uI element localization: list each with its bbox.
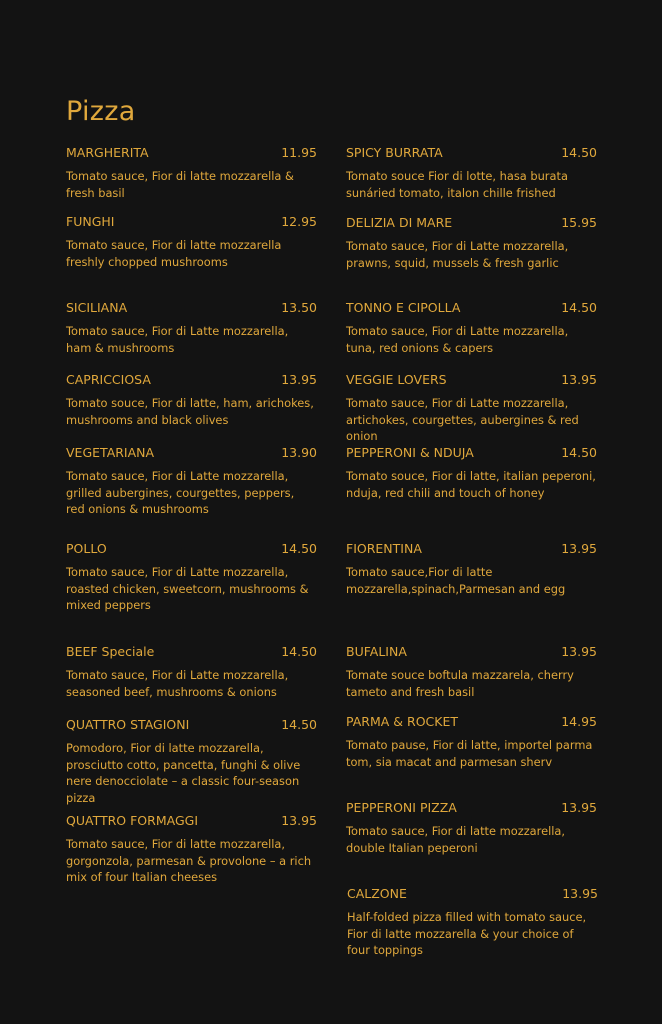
item-name: SICILIANA [66, 300, 128, 315]
item-name: FIORENTINA [346, 541, 422, 556]
item-name: PARMA & ROCKET [346, 714, 458, 729]
menu-item-capricciosa [66, 372, 317, 428]
menu-item-pepperoni-nduja [346, 445, 597, 501]
item-description: Tomato souce, Fior di latte, italian peperoni, nduja, red chili and touch of honey [346, 469, 596, 500]
item-description: Half-folded pizza filled with tomato sauce, Fior di latte mozzarella & your choice of four toppings [347, 910, 587, 957]
item-description: Tomato souce Fior di lotte, hasa burata sunáried tomato, italon chille frished [346, 169, 568, 200]
item-description: Tomato sauce, Fior di Latte mozzarella, roasted chicken, sweetcorn, mushrooms & mixed peppers [66, 565, 309, 612]
item-price: 14.50 [561, 145, 597, 160]
item-description: Tomato sauce, Fior di latte mozzarella, double Italian peperoni [346, 824, 566, 855]
item-price: 14.50 [281, 644, 317, 659]
item-description: Tomato sauce, Fior di Latte mozzarella, prawns, squid, mussels & fresh garlic [346, 239, 569, 270]
item-price: 13.95 [281, 372, 317, 387]
item-name: VEGGIE LOVERS [346, 372, 447, 387]
item-description: Tomato souce, Fior di latte, ham, arichokes, mushrooms and black olives [66, 396, 314, 427]
item-description: Tomato sauce, Fior di Latte mozzarella, seasoned beef, mushrooms & onions [66, 668, 289, 699]
item-name: SPICY BURRATA [346, 145, 443, 160]
menu-item-veggie-lovers [346, 372, 597, 445]
menu-item-beef-speciale [66, 644, 317, 700]
item-name: POLLO [66, 541, 107, 556]
item-description: Tomato sauce, Fior di Latte mozzarella, artichokes, courgettes, aubergines & red onion [346, 396, 579, 443]
item-description: Tomato sauce, Fior di Latte mozzarella, tuna, red onions & capers [346, 324, 569, 355]
page-title: Pizza [66, 96, 136, 127]
item-description: Tomato pause, Fior di latte, importel parma tom, sia macat and parmesan sherv [346, 738, 593, 769]
item-name: DELIZIA DI MARE [346, 215, 453, 230]
item-price: 14.50 [561, 300, 597, 315]
item-name: BUFALINA [346, 644, 407, 659]
item-name: PEPPERONI & NDUJA [346, 445, 474, 460]
menu-item-funghi [66, 214, 317, 270]
item-price: 13.95 [561, 541, 597, 556]
item-description: Tomato sauce, Fior di latte mozzarella freshly chopped mushrooms [66, 238, 282, 269]
menu-item-siciliana [66, 300, 317, 356]
menu-item-spicy-burrata [346, 145, 597, 201]
item-price: 14.50 [561, 445, 597, 460]
item-name: PEPPERONI PIZZA [346, 800, 457, 815]
item-description: Tomato sauce, Fior di Latte mozzarella, grilled aubergines, courgettes, peppers, red onions & mushrooms [66, 469, 295, 516]
menu-item-pepperoni-pizza [346, 800, 597, 856]
item-description: Pomodoro, Fior di latte mozzarella, prosciutto cotto, pancetta, funghi & olive nere denocciolate – a classic four-season pizza [66, 741, 301, 805]
item-name: QUATTRO STAGIONI [66, 717, 190, 732]
menu-item-tonno-e-cipolla [346, 300, 597, 356]
menu-item-calzone [347, 886, 598, 959]
item-price: 14.50 [281, 541, 317, 556]
item-price: 15.95 [561, 215, 597, 230]
item-description: Tomate souce boftula mazzarela, cherry tameto and fresh basil [346, 668, 574, 699]
menu-item-delizia-di-mare [346, 215, 597, 271]
item-price: 11.95 [281, 145, 317, 160]
menu-item-quattro-stagioni [66, 717, 317, 806]
item-name: QUATTRO FORMAGGI [66, 813, 199, 828]
item-price: 14.95 [561, 714, 597, 729]
menu-item-vegetariana [66, 445, 317, 518]
menu-item-bufalina [346, 644, 597, 700]
item-description: Tomato sauce, Fior di Latte mozzarella, ham & mushrooms [66, 324, 289, 355]
menu-item-parma-rocket [346, 714, 597, 770]
item-description: Tomato sauce, Fior di latte mozzarella & fresh basil [66, 169, 294, 200]
item-name: CALZONE [347, 886, 407, 901]
item-price: 13.95 [562, 886, 598, 901]
menu-item-pollo [66, 541, 317, 614]
item-name: FUNGHI [66, 214, 115, 229]
menu-item-quattro-formaggi [66, 813, 317, 886]
item-name: CAPRICCIOSA [66, 372, 151, 387]
item-price: 12.95 [281, 214, 317, 229]
item-name: MARGHERITA [66, 145, 149, 160]
item-price: 14.50 [281, 717, 317, 732]
item-price: 13.95 [561, 372, 597, 387]
item-price: 13.95 [561, 644, 597, 659]
item-name: BEEF Speciale [66, 644, 155, 659]
item-name: TONNO E CIPOLLA [346, 300, 461, 315]
item-name: VEGETARIANA [66, 445, 155, 460]
item-price: 13.50 [281, 300, 317, 315]
menu-item-margherita [66, 145, 317, 201]
item-price: 13.95 [281, 813, 317, 828]
item-price: 13.90 [281, 445, 317, 460]
item-description: Tomato sauce,Fior di latte mozzarella,spinach,Parmesan and egg [346, 565, 566, 596]
menu-item-fiorentina [346, 541, 597, 597]
item-price: 13.95 [561, 800, 597, 815]
item-description: Tomato sauce, Fior di latte mozzarella, gorgonzola, parmesan & provolone – a rich mix of four Italian cheeses [66, 837, 312, 884]
